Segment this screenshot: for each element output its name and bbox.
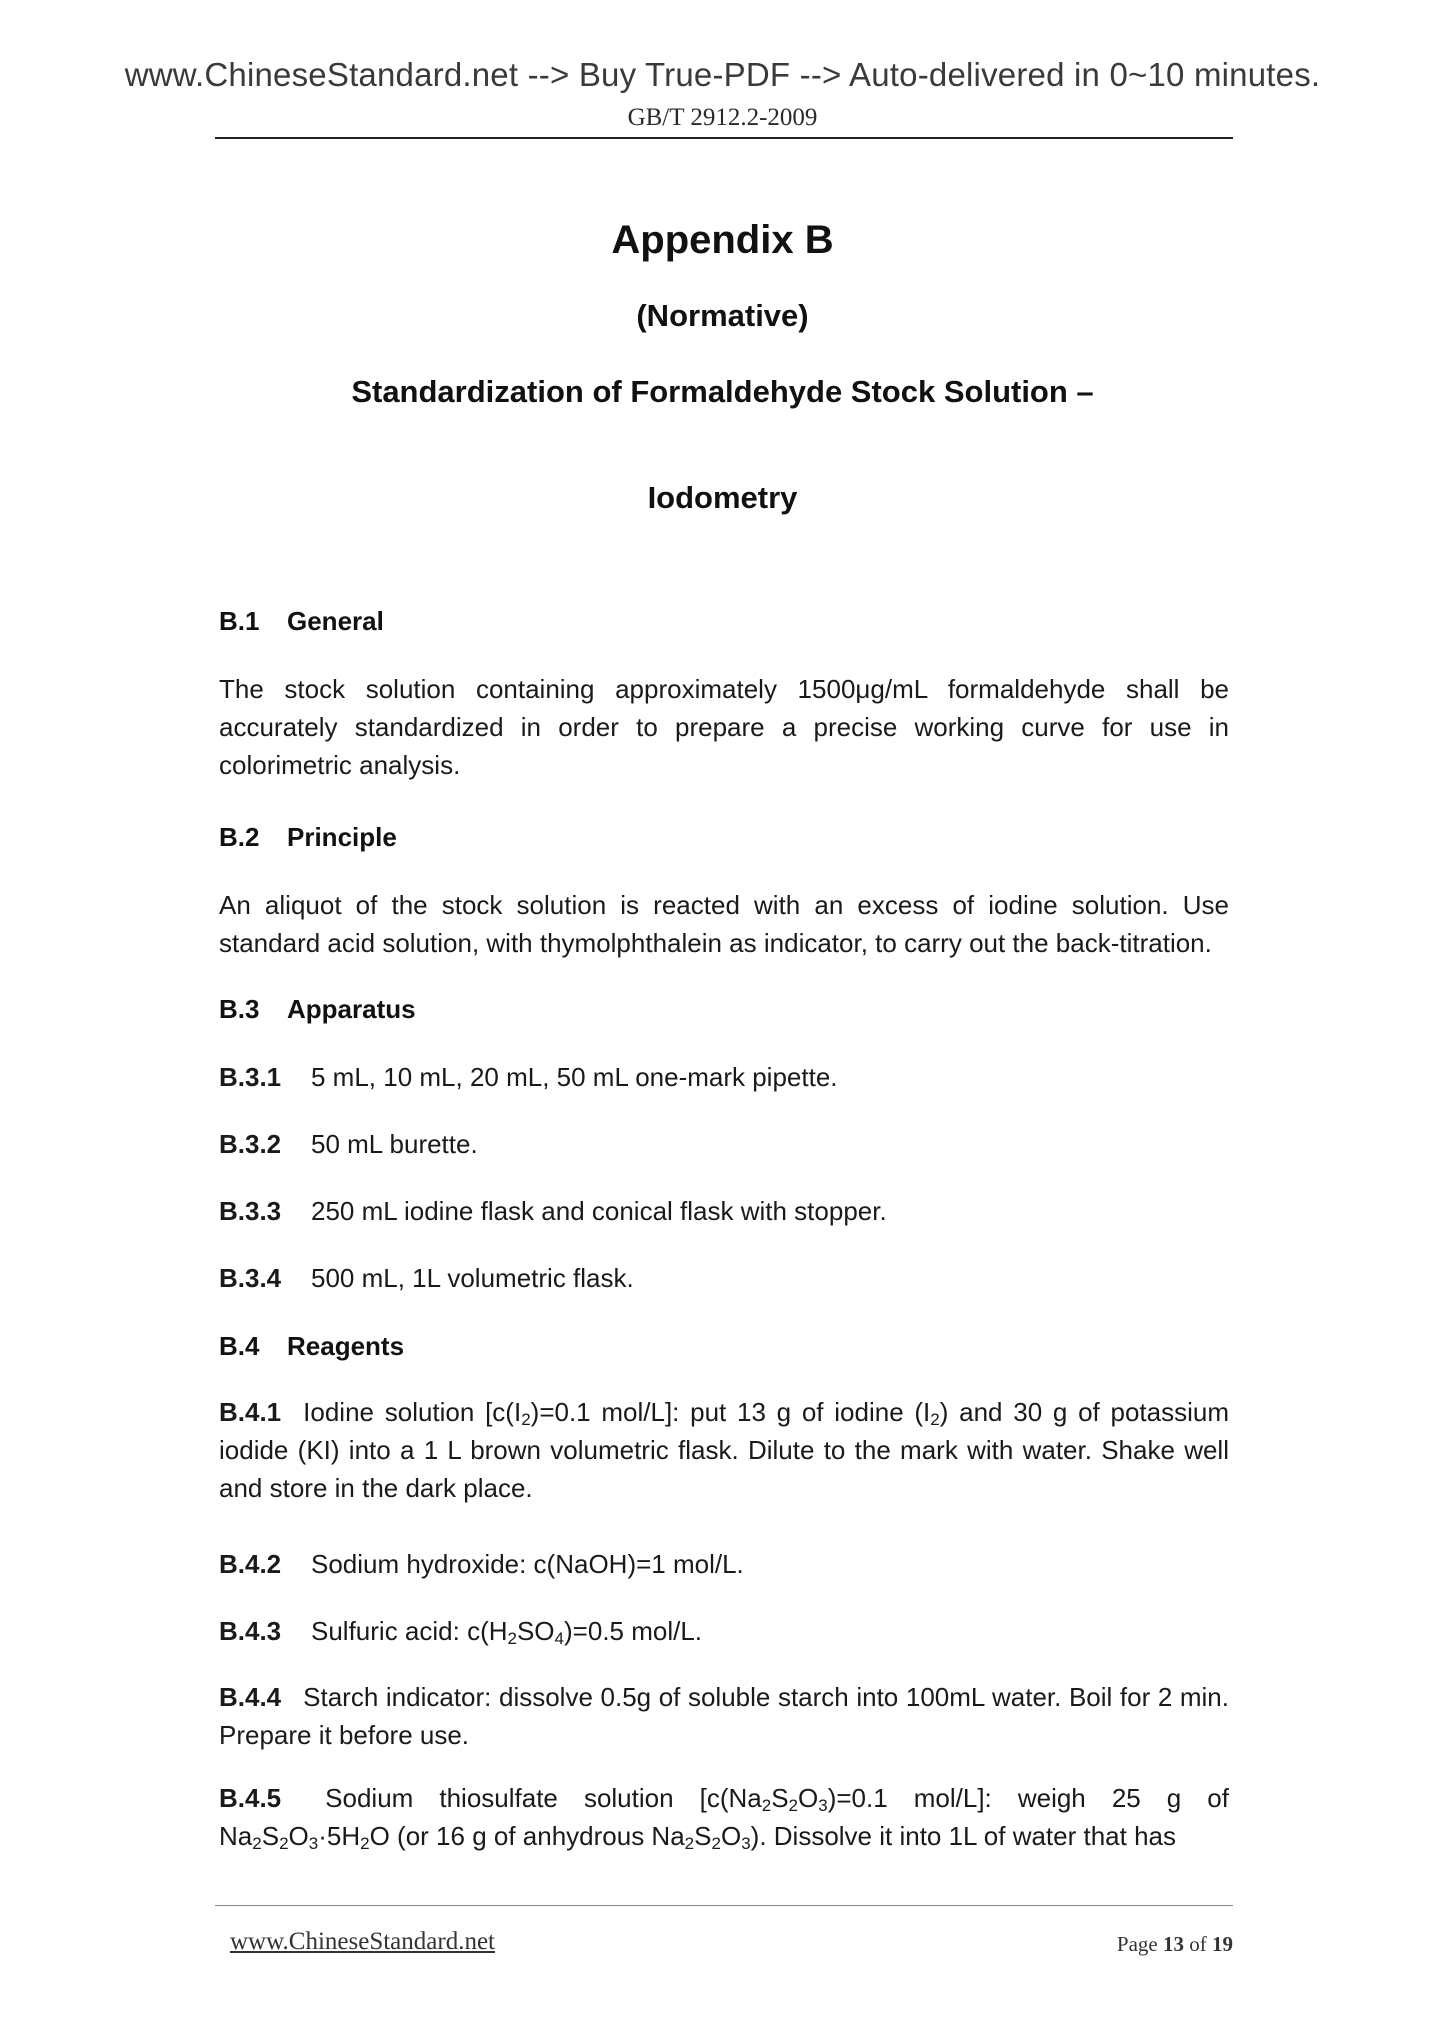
section-heading-b4 [219,1331,404,1362]
item-text: 50 mL burette. [311,1129,478,1159]
item-number: B.4.2 [219,1549,282,1579]
item-number: B.3.2 [219,1129,282,1159]
section-title: Apparatus [287,994,416,1024]
section-title: Principle [287,822,397,852]
section-number: B.4 [219,1331,260,1361]
footer-divider [215,1905,1233,1906]
section-heading-b3 [219,994,416,1025]
page-number: Page 13 of 19 [1116,1932,1233,1956]
list-item-b42 [219,1545,1229,1583]
list-item-b33 [219,1192,1229,1230]
item-text: Sodium hydroxide: c(NaOH)=1 mol/L. [311,1549,744,1579]
item-number: B.3.1 [219,1062,282,1092]
section-number: B.3 [219,994,260,1024]
header-divider [215,137,1233,139]
section-title: Reagents [287,1331,405,1361]
section-title: General [287,606,384,636]
list-item-b44 [219,1678,1229,1754]
item-text: 5 mL, 10 mL, 20 mL, 50 mL one-mark pipette. [311,1062,838,1092]
section-number: B.1 [219,606,260,636]
section-b2-text: An aliquot of the stock solution is reacted with an excess of iodine solution. Use standard acid solution, with thymolphthalein as indicator, to carry out the back-titration. [219,890,1229,958]
item-number: B.3.4 [219,1263,282,1293]
list-item-b32 [219,1125,1229,1163]
section-heading-b1 [219,606,384,637]
item-number: B.4.4 [219,1682,282,1712]
section-number: B.2 [219,822,260,852]
list-item-b43: B.4.3 Sulfuric acid: $c(H_2SO_4)=0.5$ mol/L. [219,1612,1229,1650]
list-item-b34 [219,1259,1229,1297]
appendix-subject-title: Standardization of Formaldehyde Stock Solution – [351,374,1094,409]
site-banner[interactable]: www.ChineseStandard.net --> Buy True-PDF --> Auto-delivered in 0~10 minutes. [124,56,1321,93]
item-number: B.4.5 [219,1783,282,1813]
section-b1-text: The stock solution containing approximately 1500μg/mL formaldehyde shall be accurately standardized in order to prepare a precise working curve for use in colorimetric analysis. [219,674,1229,780]
item-text: 500 mL, 1L volumetric flask. [311,1263,634,1293]
item-number: B.4.1 [219,1397,282,1427]
appendix-normative-label: (Normative) [636,298,809,333]
item-text: Starch indicator: dissolve 0.5g of soluble starch into 100mL water. Boil for 2 min. Prepare it before use. [219,1682,1229,1750]
list-item-b31 [219,1058,1229,1096]
appendix-method-title: Iodometry [647,480,798,515]
list-item-b45: B.4.5 Sodium thiosulfate solution [$c(Na_2S_2O_3)=0.1$ mol/L]: weigh 25 g of $Na_2S_2O_3\cdot 5H_2O$ (or 16 g of anhydrous $Na_2S_2O_3$). Dissolve it into 1L of water that has [219,1779,1229,1855]
item-number: B.3.3 [219,1196,282,1226]
list-item-b41: B.4.1 Iodine solution [$c(I_2)=0.1$ mol/L]: put 13 g of iodine $(I_2)$ and 30 g of potassium iodide (KI) into a 1 L brown volumetric flask. Dilute to the mark with water. Shake well and store in the dark place. [219,1393,1229,1507]
item-number: B.4.3 [219,1616,282,1646]
item-text: 250 mL iodine flask and conical flask with stopper. [311,1196,887,1226]
footer-site-link[interactable]: www.ChineseStandard.net [230,1928,495,1955]
standard-code: GB/T 2912.2-2009 [627,104,818,131]
appendix-title: Appendix B [611,218,834,262]
section-heading-b2 [219,822,397,853]
